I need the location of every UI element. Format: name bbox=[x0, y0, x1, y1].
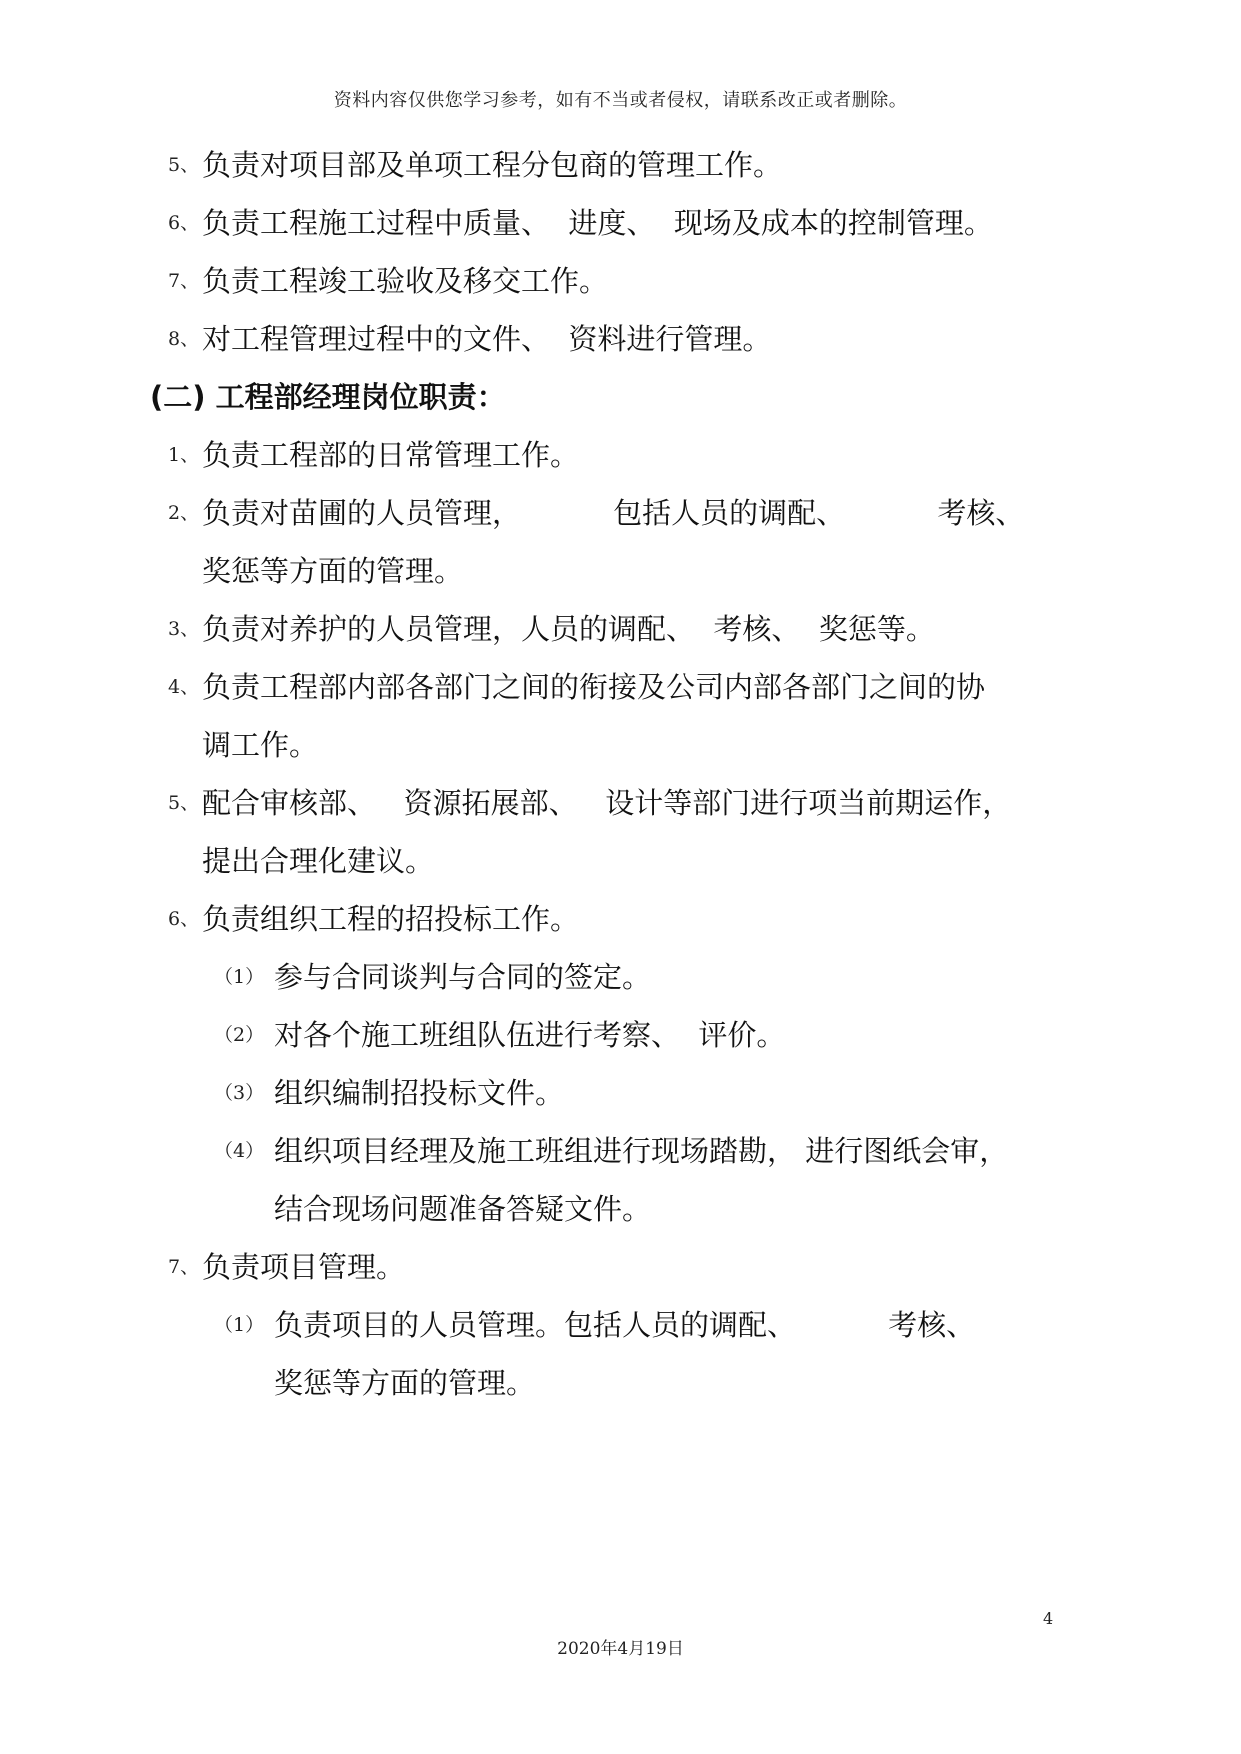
item-number: 5、 bbox=[168, 792, 200, 814]
item-number: 6、 bbox=[168, 908, 200, 930]
item-text: 负责工程施工过程中质量、 进度、 现场及成本的控制管理。 bbox=[202, 206, 993, 240]
item-text: 负责项目管理。 bbox=[202, 1250, 406, 1284]
item-text: 负责对养护的人员管理，人员的调配、 考核、 奖惩等。 bbox=[202, 612, 935, 646]
subitem-text: 组织项目经理及施工班组进行现场踏勘， 进行图纸会审， bbox=[274, 1134, 1009, 1168]
subitem-number: （2） bbox=[214, 1024, 265, 1046]
subitem-number: （4） bbox=[214, 1140, 265, 1162]
item-number: 4、 bbox=[168, 676, 200, 698]
item-text: 负责工程竣工验收及移交工作。 bbox=[202, 264, 609, 298]
item-text: 负责工程部的日常管理工作。 bbox=[202, 438, 580, 472]
item-number: 5、 bbox=[168, 154, 200, 176]
item-number: 2、 bbox=[168, 502, 200, 524]
section-heading: (二) 工程部经理岗位职责： bbox=[150, 380, 506, 414]
subitem-text-continued: 结合现场问题准备答疑文件。 bbox=[274, 1192, 652, 1226]
item-text: 配合审核部、 资源拓展部、 设计等部门进行项当前期运作， bbox=[202, 786, 1012, 820]
subitem-number: （1） bbox=[214, 966, 265, 988]
item-text: 负责对项目部及单项工程分包商的管理工作。 bbox=[202, 148, 783, 182]
item-text-continued: 提出合理化建议。 bbox=[202, 844, 435, 878]
item-number: 3、 bbox=[168, 618, 200, 640]
item-text: 负责工程部内部各部门之间的衔接及公司内部各部门之间的协 bbox=[202, 670, 986, 704]
page-number: 4 bbox=[1043, 1609, 1054, 1628]
subitem-text: 负责项目的人员管理。包括人员的调配、 考核、 bbox=[274, 1308, 976, 1342]
item-number: 7、 bbox=[168, 270, 200, 292]
item-number: 1、 bbox=[168, 444, 200, 466]
subitem-text: 组织编制招投标文件。 bbox=[274, 1076, 565, 1110]
subitem-number: （1） bbox=[214, 1314, 265, 1336]
subitem-text-continued: 奖惩等方面的管理。 bbox=[274, 1366, 536, 1400]
item-text: 负责对苗圃的人员管理， 包括人员的调配、 考核、 bbox=[202, 496, 1025, 530]
header-disclaimer: 资料内容仅供您学习参考，如有不当或者侵权，请联系改正或者删除。 bbox=[333, 90, 908, 111]
item-number: 7、 bbox=[168, 1256, 200, 1278]
subitem-text: 参与合同谈判与合同的签定。 bbox=[274, 960, 652, 994]
item-number: 6、 bbox=[168, 212, 200, 234]
item-text: 对工程管理过程中的文件、 资料进行管理。 bbox=[202, 322, 772, 356]
item-text: 负责组织工程的招投标工作。 bbox=[202, 902, 580, 936]
subitem-number: （3） bbox=[214, 1082, 265, 1104]
item-number: 8、 bbox=[168, 328, 200, 350]
subitem-text: 对各个施工班组队伍进行考察、 评价。 bbox=[274, 1018, 786, 1052]
footer-date: 2020年4月19日 bbox=[557, 1639, 684, 1659]
item-text-continued: 奖惩等方面的管理。 bbox=[202, 554, 464, 588]
item-text-continued: 调工作。 bbox=[202, 728, 319, 762]
